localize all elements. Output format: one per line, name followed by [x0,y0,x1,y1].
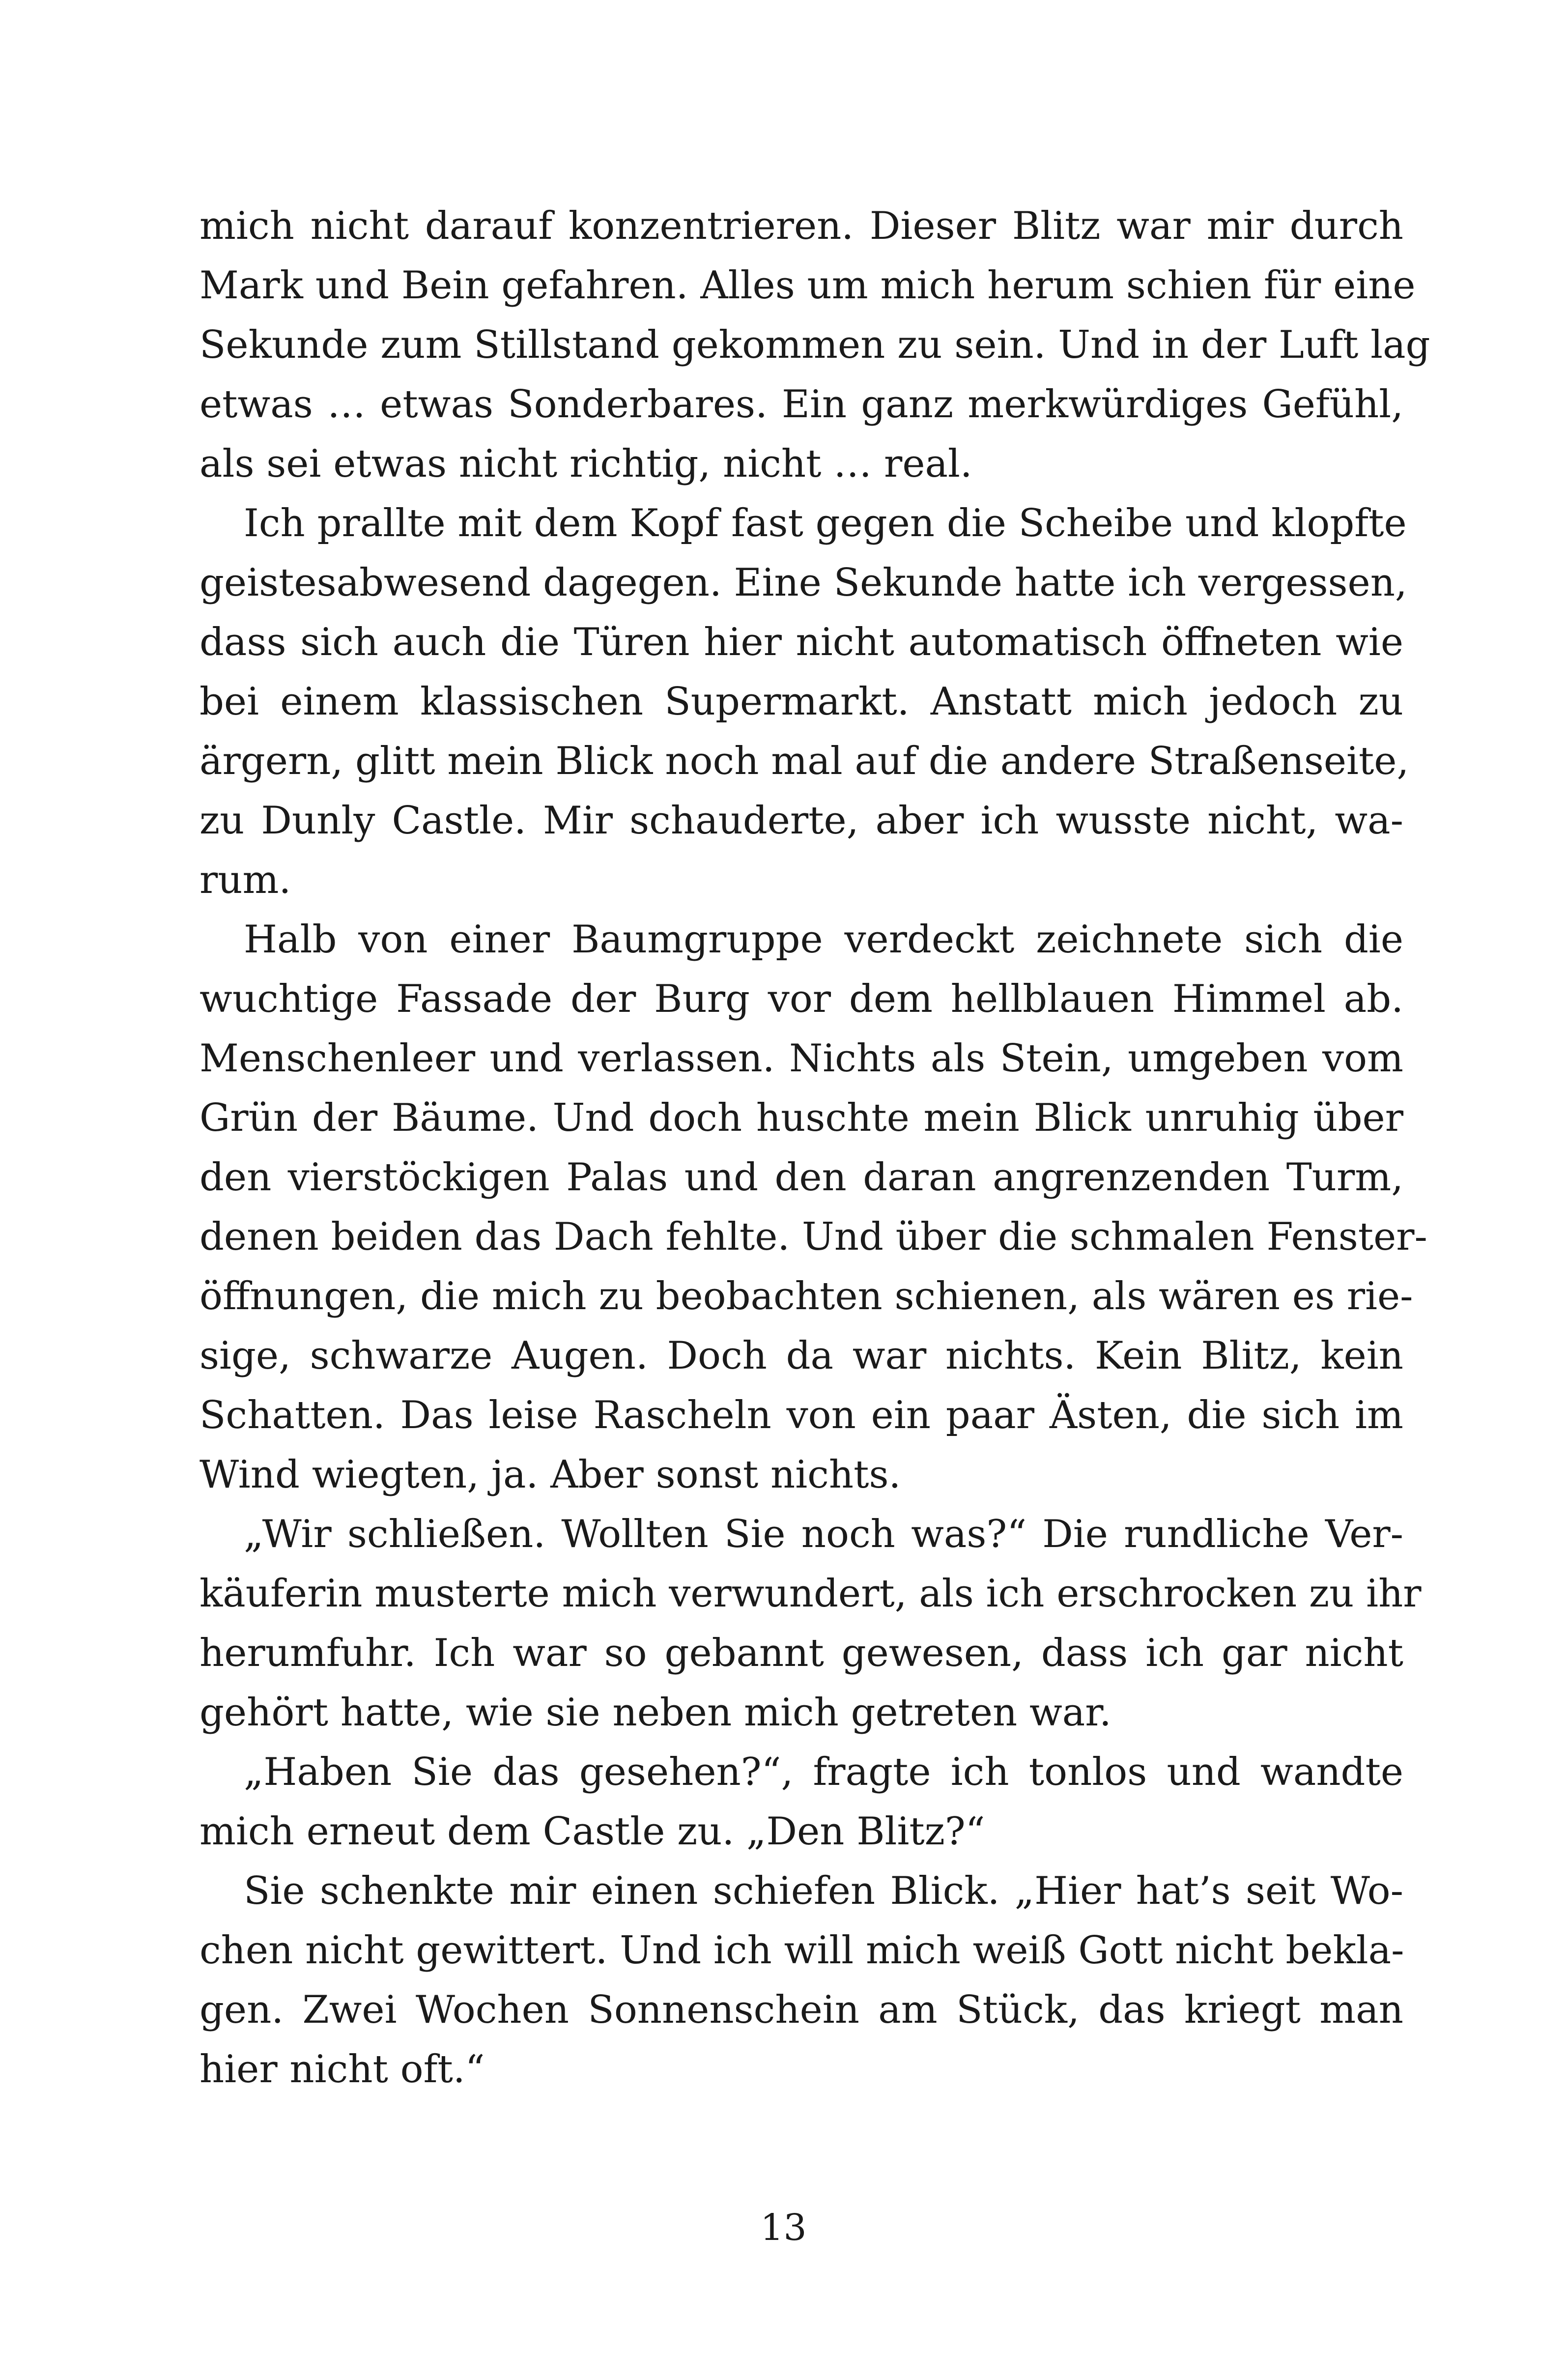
text-line: käuferin musterte mich verwundert, als ich erschrocken zu ihr [199,1572,1422,1616]
text-line: Sie schenkte mir einen schiefen Blick. „Hier hat’s seit Wo- [244,1869,1403,1913]
text-line: Sekunde zum Stillstand gekommen zu sein. Und in der Luft lag [199,323,1430,367]
page-number: 13 [760,2207,807,2249]
body-text [199,197,1430,2099]
text-line: den vierstöckigen Palas und den daran angrenzenden Turm, [199,1155,1403,1200]
text-line: Wind wiegten, ja. Aber sonst nichts. [199,1453,901,1497]
text-line: rum. [199,858,291,902]
text-line: hier nicht oft.“ [199,2047,485,2092]
text-line: „Haben Sie das gesehen?“, fragte ich tonlos und wandte [244,1750,1403,1794]
text-line: Mark und Bein gefahren. Alles um mich herum schien für eine [199,263,1416,308]
text-line: Grün der Bäume. Und doch huschte mein Blick unruhig über [199,1096,1403,1140]
text-line: Halb von einer Baumgruppe verdeckt zeichnete sich die [244,918,1403,962]
paragraph [199,910,1427,1505]
text-line: zu Dunly Castle. Mir schauderte, aber ich wusste nicht, wa- [199,799,1403,843]
text-line: mich erneut dem Castle zu. „Den Blitz?“ [199,1809,985,1854]
text-line: geistesabwesend dagegen. Eine Sekunde hatte ich vergessen, [199,561,1407,605]
text-line: etwas … etwas Sonderbares. Ein ganz merkwürdiges Gefühl, [199,382,1403,427]
text-line: denen beiden das Dach fehlte. Und über die schmalen Fenster- [199,1215,1427,1259]
text-line: bei einem klassischen Supermarkt. Anstatt mich jedoch zu [199,680,1403,724]
paragraph [199,1862,1403,2099]
text-line: gen. Zwei Wochen Sonnenschein am Stück, das kriegt man [199,1988,1403,2032]
paragraph [199,1505,1422,1743]
text-line: chen nicht gewittert. Und ich will mich weiß Gott nicht bekla- [199,1928,1404,1973]
text-line: dass sich auch die Türen hier nicht automatisch öffneten wie [199,620,1403,664]
text-line: herumfuhr. Ich war so gebannt gewesen, dass ich gar nicht [199,1631,1403,1675]
text-line: wuchtige Fassade der Burg vor dem hellblauen Himmel ab. [199,977,1403,1021]
text-line: gehört hatte, wie sie neben mich getreten war. [199,1691,1111,1735]
text-line: „Wir schließen. Wollten Sie noch was?“ Die rundliche Ver- [244,1512,1403,1556]
text-line: sige, schwarze Augen. Doch da war nichts. Kein Blitz, kein [199,1334,1403,1378]
text-line: Schatten. Das leise Rascheln von ein paar Ästen, die sich im [199,1393,1403,1437]
text-line: als sei etwas nicht richtig, nicht … real. [199,442,972,486]
text-line: Ich prallte mit dem Kopf fast gegen die Scheibe und klopfte [244,501,1407,545]
paragraph [199,197,1430,494]
text-line: mich nicht darauf konzentrieren. Dieser Blitz war mir durch [199,204,1403,248]
text-line: öffnungen, die mich zu beobachten schienen, als wären es rie- [199,1274,1413,1319]
text-line: ärgern, glitt mein Blick noch mal auf die andere Straßenseite, [199,739,1409,783]
text-line: Menschenleer und verlassen. Nichts als Stein, umgeben vom [199,1036,1403,1081]
paragraph [199,1743,1403,1862]
paragraph [199,494,1409,910]
